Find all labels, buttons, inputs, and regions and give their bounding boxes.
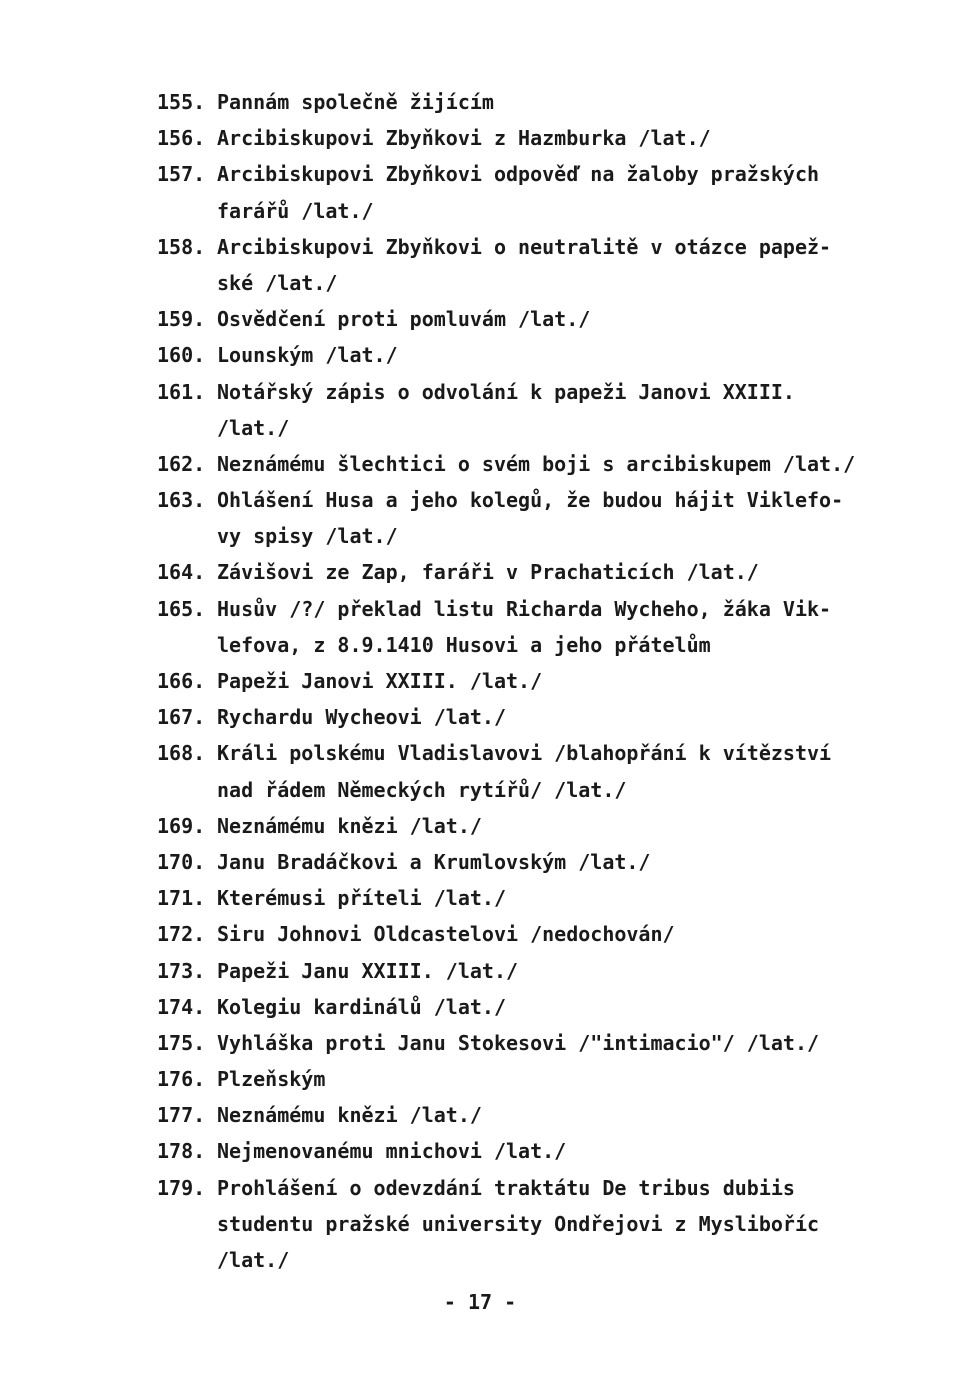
entry-number: 167. xyxy=(157,705,206,730)
entry-number: 177. xyxy=(157,1103,206,1128)
entry-number: 164. xyxy=(157,560,206,585)
entry-text-line: farářů /lat./ xyxy=(217,198,374,223)
entry-text-line: Závišovi ze Zap, faráři v Prachaticích /lat./ xyxy=(217,560,759,585)
entry-text-line: /lat./ xyxy=(217,1248,290,1272)
entry-text-line: Siru Johnovi Oldcastelovi /nedochován/ xyxy=(217,922,675,947)
entry-number: 168. xyxy=(157,741,206,766)
entry-number: 170. xyxy=(157,849,206,874)
list-item xyxy=(157,156,897,228)
entry-text xyxy=(217,229,897,301)
entry-number: 176. xyxy=(157,1067,206,1092)
entry-text xyxy=(217,1133,897,1169)
list-item xyxy=(157,84,897,120)
entry-text xyxy=(217,156,897,228)
entry-number: 179. xyxy=(157,1175,206,1200)
list-item xyxy=(157,880,897,916)
entry-text-line: lefova, z 8.9.1410 Husovi a jeho přátelům xyxy=(217,632,711,657)
list-item xyxy=(157,808,897,844)
list-item xyxy=(157,953,897,989)
entry-text xyxy=(217,120,897,156)
entry-text-line: vy spisy /lat./ xyxy=(217,524,398,549)
list-item xyxy=(157,989,897,1025)
entry-text xyxy=(217,374,897,446)
entry-number: 171. xyxy=(157,886,206,911)
entry-text-line: Plzeňským xyxy=(217,1067,326,1092)
entry-number: 159. xyxy=(157,307,206,332)
entry-text-line: Neznámému knězi /lat./ xyxy=(217,1103,482,1128)
entry-text-line: Kolegiu kardinálů /lat./ xyxy=(217,994,506,1019)
entry-text-line: Ohlášení Husa a jeho kolegů, že budou hájit Viklefo- xyxy=(217,488,844,513)
entry-text-line: /lat./ xyxy=(217,415,290,440)
entry-number: 166. xyxy=(157,669,206,693)
entry-text xyxy=(217,735,897,807)
entry-text-line: Osvědčení proti pomluvám /lat./ xyxy=(217,307,591,332)
entry-number: 173. xyxy=(157,958,206,983)
entry-text xyxy=(217,1025,897,1061)
entry-text-line: Neznámému knězi /lat./ xyxy=(217,813,482,838)
entry-text-line: Lounským /lat./ xyxy=(217,343,398,368)
entry-text xyxy=(217,880,897,916)
list-item xyxy=(157,1170,897,1279)
entry-number: 174. xyxy=(157,994,206,1019)
list-item xyxy=(157,120,897,156)
entry-text xyxy=(217,446,897,482)
entry-text-line: Janu Bradáčkovi a Krumlovským /lat./ xyxy=(217,849,651,874)
list-item xyxy=(157,1133,897,1169)
entry-number: 162. xyxy=(157,451,206,476)
entry-text-line: Notářský zápis o odvolání k papeži Janovi XXIII. xyxy=(217,379,795,404)
list-item xyxy=(157,446,897,482)
entry-text xyxy=(217,699,897,735)
entry-text xyxy=(217,1170,897,1279)
entry-text-line: Arcibiskupovi Zbyňkovi z Hazmburka /lat./ xyxy=(217,126,711,151)
entry-number: 172. xyxy=(157,922,206,947)
entry-text-line: ské /lat./ xyxy=(217,270,338,295)
entry-number: 155. xyxy=(157,90,206,114)
list-item xyxy=(157,1097,897,1133)
entry-text xyxy=(217,844,897,880)
list-item xyxy=(157,699,897,735)
page-number: - 17 - xyxy=(443,1290,517,1314)
entry-text xyxy=(217,337,897,373)
entry-text-line: Neznámému šlechtici o svém boji s arcibiskupem /lat./ xyxy=(217,451,856,476)
list-item xyxy=(157,337,897,373)
entry-text xyxy=(217,591,897,663)
list-item xyxy=(157,229,897,301)
entry-text-line: Arcibiskupovi Zbyňkovi odpověď na žaloby pražských xyxy=(217,162,820,187)
entry-number: 175. xyxy=(157,1030,206,1055)
entry-text xyxy=(217,482,897,554)
entry-number: 158. xyxy=(157,234,206,259)
list-item xyxy=(157,735,897,807)
entry-number: 161. xyxy=(157,379,206,404)
entry-text xyxy=(217,916,897,952)
list-item xyxy=(157,554,897,590)
entry-number: 157. xyxy=(157,162,206,187)
list-item xyxy=(157,916,897,952)
entry-text xyxy=(217,301,897,337)
entry-number: 156. xyxy=(157,126,206,151)
entry-text xyxy=(217,554,897,590)
entry-text-line: Pannám společně žijícím xyxy=(217,90,494,114)
entry-text xyxy=(217,808,897,844)
entry-text xyxy=(217,989,897,1025)
entry-number: 178. xyxy=(157,1139,206,1164)
entry-text-line: Prohlášení o odevzdání traktátu De tribus dubiis xyxy=(217,1175,795,1200)
list-item xyxy=(157,482,897,554)
entry-text-line: Husův /?/ překlad listu Richarda Wycheho, žáka Vik- xyxy=(217,596,832,621)
list-item xyxy=(157,1061,897,1097)
entry-number: 165. xyxy=(157,596,206,621)
entry-text-line: Arcibiskupovi Zbyňkovi o neutralitě v otázce papež- xyxy=(217,234,832,259)
list-item xyxy=(157,1025,897,1061)
entry-text xyxy=(217,953,897,989)
entry-text xyxy=(217,84,897,120)
list-item xyxy=(157,374,897,446)
entry-text-line: Papeži Janu XXIII. /lat./ xyxy=(217,958,519,983)
entry-text-line: studentu pražské university Ondřejovi z Mysliboříc xyxy=(217,1211,820,1236)
list-item xyxy=(157,844,897,880)
entry-text-line: Papeži Janovi XXIII. /lat./ xyxy=(217,669,543,693)
entry-list xyxy=(157,84,897,1278)
list-item xyxy=(157,591,897,663)
list-item xyxy=(157,301,897,337)
entry-text xyxy=(217,1061,897,1097)
entry-number: 163. xyxy=(157,488,206,513)
entry-number: 169. xyxy=(157,813,206,838)
entry-text-line: Rychardu Wycheovi /lat./ xyxy=(217,705,506,730)
entry-text-line: nad řádem Německých rytířů/ /lat./ xyxy=(217,777,627,802)
list-item xyxy=(157,663,897,699)
entry-text xyxy=(217,1097,897,1133)
entry-text-line: Kterémusi příteli /lat./ xyxy=(217,886,506,911)
entry-text xyxy=(217,663,897,699)
entry-text-line: Králi polskému Vladislavovi /blahopřání k vítězství xyxy=(217,741,832,766)
entry-text-line: Nejmenovanému mnichovi /lat./ xyxy=(217,1139,567,1164)
entry-text-line: Vyhláška proti Janu Stokesovi /"intimacio"/ /lat./ xyxy=(217,1030,820,1055)
entry-number: 160. xyxy=(157,343,206,368)
